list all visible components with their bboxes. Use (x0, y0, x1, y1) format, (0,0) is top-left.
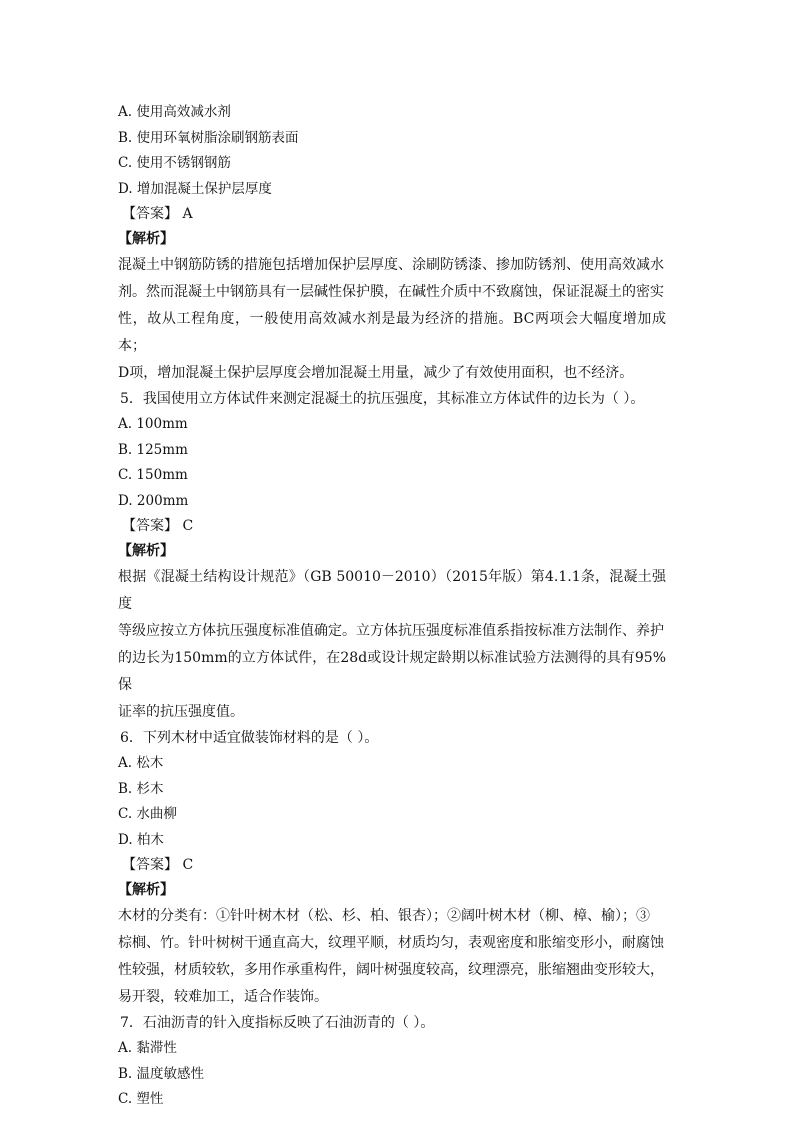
q4-analysis (118, 252, 666, 387)
q6-option-c: C. 水曲柳 (118, 806, 177, 822)
q4-analysis-line: 性，故从工程角度，一般使用高效减水剂是最为经济的措施。BC两项会大幅度增加成本； (118, 311, 666, 354)
q4-option-c: C. 使用不锈钢钢筋 (118, 155, 231, 171)
q6-analysis-line: 易开裂，较难加工，适合作装饰。 (118, 989, 328, 1005)
q7-option-c: C. 塑性 (118, 1091, 164, 1107)
q6-analysis (118, 903, 666, 1011)
q4-option-d: D. 增加混凝土保护层厚度 (118, 180, 272, 197)
q6-answer-value: C (182, 857, 194, 873)
q5-analysis-label: 【解析】 (118, 543, 174, 559)
q5-question: 5．我国使用立方体试件来测定混凝土的抗压强度，其标准立方体试件的边长为（ ）。 (120, 391, 645, 407)
document-page (118, 100, 678, 1113)
q5-analysis-line: 证率的抗压强度值。 (118, 704, 244, 720)
q5-analysis-line: 的边长为150mm的立方体试件，在28d或设计规定龄期以标准试验方法测得的具有95%保 (118, 650, 666, 693)
q6-answer-label: 【答案】 (122, 857, 178, 873)
q6-analysis-label: 【解析】 (118, 882, 174, 898)
q6-option-b: B. 杉木 (118, 780, 164, 797)
q5-option-b: B. 125mm (118, 441, 188, 458)
q4-answer-value: A (182, 206, 193, 222)
q5-analysis (118, 564, 666, 726)
q4-answer (118, 202, 678, 227)
q7-question: 7．石油沥青的针入度指标反映了石油沥青的（ ）。 (120, 1015, 435, 1031)
q7-option-a: A. 黏滞性 (118, 1040, 177, 1056)
q4-analysis-label: 【解析】 (118, 231, 174, 247)
q5-answer (118, 514, 678, 539)
q4-answer-label: 【答案】 (122, 206, 178, 222)
q6-analysis-line: 性较强，材质较软，多用作承重构件，阔叶树强度较高，纹理漂亮，胀缩翘曲变形较大， (118, 962, 664, 978)
q6-question: 6．下列木材中适宜做装饰材料的是（ ）。 (120, 730, 379, 746)
q5-option-c: C. 150mm (118, 467, 188, 483)
q4-analysis-line: 剂。然而混凝土中钢筋具有一层碱性保护膜，在碱性介质中不致腐蚀，保证混凝土的密实 (118, 284, 664, 300)
q4-option-b: B. 使用环氧树脂涂刷钢筋表面 (118, 129, 299, 146)
q7-option-b: B. 温度敏感性 (118, 1065, 205, 1082)
q6-option-a: A. 松木 (118, 755, 164, 771)
question-5-block (118, 387, 678, 726)
question-6-block (118, 726, 678, 1011)
q4-option-a: A. 使用高效减水剂 (118, 104, 231, 120)
q5-analysis-line: 等级应按立方体抗压强度标准值确定。立方体抗压强度标准值系指按标准方法制作、养护 (118, 623, 664, 639)
q5-option-a: A. 100mm (118, 416, 188, 432)
q5-answer-value: C (182, 518, 194, 534)
q5-answer-label: 【答案】 (122, 518, 178, 534)
question-4-block (118, 100, 678, 387)
q6-analysis-line: 棕榈、竹。针叶树树干通直高大，纹理平顺，材质均匀，表观密度和胀缩变形小，耐腐蚀 (118, 935, 664, 951)
q4-analysis-line: 混凝土中钢筋防锈的措施包括增加保护层厚度、涂刷防锈漆、掺加防锈剂、使用高效减水 (118, 257, 664, 273)
q6-analysis-line: 木材的分类有：①针叶树木材（松、杉、柏、银杏）；②阔叶树木材（柳、樟、榆）；③ (118, 908, 650, 924)
q5-option-d: D. 200mm (118, 492, 189, 509)
q5-analysis-line: 根据《混凝土结构设计规范》（GB 50010－2010）（2015年版）第4.1.1条，混凝土强度 (118, 569, 666, 612)
q4-analysis-line: D项，增加混凝土保护层厚度会增加混凝土用量，减少了有效使用面积，也不经济。 (118, 365, 634, 381)
q6-answer (118, 853, 678, 878)
question-7-block (118, 1011, 678, 1113)
q6-option-d: D. 柏木 (118, 831, 164, 848)
